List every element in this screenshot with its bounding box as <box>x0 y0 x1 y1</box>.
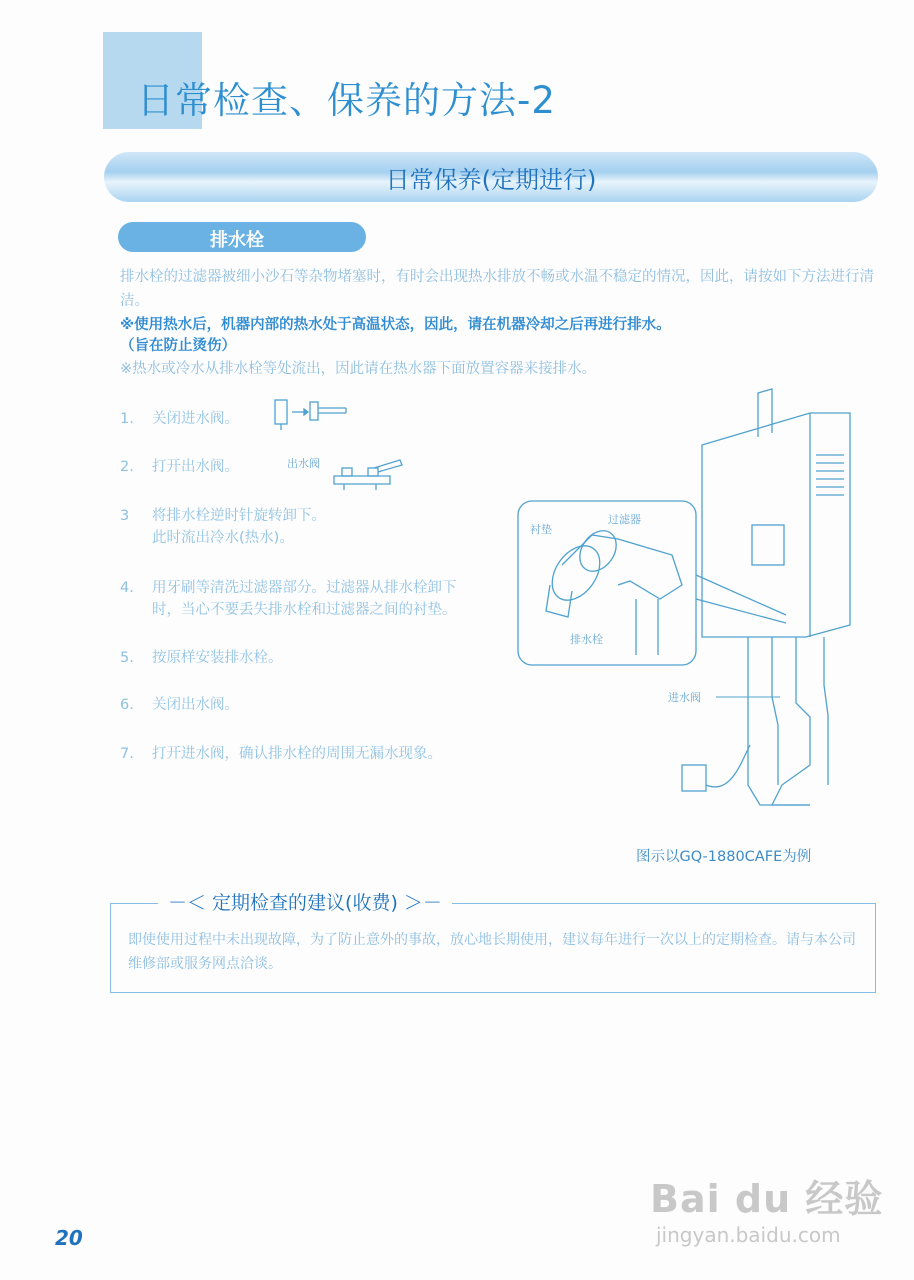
step-number: 4. <box>120 580 134 596</box>
page-number: 20 <box>55 1226 83 1250</box>
inlet-valve-close-icon <box>270 396 352 432</box>
step-text: 用牙刷等清洗过滤器部分。过滤器从排水栓卸下 <box>152 580 457 596</box>
filter-label: 过滤器 <box>608 513 641 526</box>
step-text-continued: 时，当心不要丢失排水栓和过滤器之间的衬垫。 <box>152 602 457 618</box>
note-line: ※热水或冷水从排水栓等处流出，因此请在热水器下面放置容器来接排水。 <box>120 361 597 377</box>
gasket-label: 衬垫 <box>530 523 552 536</box>
warning-line-2: （旨在防止烫伤） <box>120 338 236 354</box>
wall-outlet <box>682 765 706 791</box>
heater-pipes <box>748 637 810 805</box>
outlet-valve-label: 出水阀 <box>287 457 320 470</box>
step-text: 关闭进水阀。 <box>152 411 239 427</box>
subsection-pill-label: 排水栓 <box>210 230 264 251</box>
step-number: 2. <box>120 459 134 475</box>
diagram-caption: 图示以GQ-1880CAFE为例 <box>636 849 812 865</box>
step-text: 打开出水阀。 <box>152 459 239 475</box>
water-heater-diagram <box>510 385 880 835</box>
advice-box-text: 即使使用过程中未出现故障，为了防止意外的事故，放心地长期使用，建议每年进行一次以上的定期检查。请与本公司维修部或服务网点洽谈。 <box>128 932 856 972</box>
watermark-url: jingyan.baidu.com <box>656 1223 841 1247</box>
heater-vent-grille <box>816 455 844 495</box>
inlet-valve-label: 进水阀 <box>668 691 701 704</box>
drain-plug-label: 排水栓 <box>570 633 603 646</box>
step-text-continued: 此时流出冷水(热水)。 <box>152 530 294 546</box>
step-2 <box>120 456 239 478</box>
step-text: 将排水栓逆时针旋转卸下。 <box>152 508 326 524</box>
intro-paragraph: 排水栓的过滤器被细小沙石等杂物堵塞时，有时会出现热水排放不畅或水温不稳定的情况，因此，请按如下方法进行清洁。 <box>120 269 874 309</box>
step-number: 6. <box>120 697 134 713</box>
step-text: 打开进水阀，确认排水栓的周围无漏水现象。 <box>152 746 442 762</box>
warning-line-1: ※使用热水后，机器内部的热水处于高温状态，因此，请在机器冷却之后再进行排水。 <box>120 317 671 333</box>
baidu-watermark <box>650 1168 883 1247</box>
step-1 <box>120 408 239 430</box>
step-7 <box>120 743 442 765</box>
watermark-brand: Bai du 经验 <box>650 1177 884 1221</box>
section-band-title: 日常保养(定期进行) <box>385 166 597 194</box>
step-6 <box>120 694 239 716</box>
step-number: 5. <box>120 650 134 666</box>
step-number: 1. <box>120 411 134 427</box>
step-4 <box>120 577 457 621</box>
step-number: 3 <box>120 508 130 524</box>
advice-box-heading: －＜ 定期检查的建议(收费) ＞－ <box>158 888 452 915</box>
step-3 <box>120 505 326 549</box>
step-number: 7. <box>120 746 134 762</box>
step-text: 关闭出水阀。 <box>152 697 239 713</box>
step-text: 按原样安装排水栓。 <box>152 650 283 666</box>
page-title: 日常检查、保养的方法-2 <box>137 79 556 122</box>
outlet-valve-open-icon <box>330 456 406 492</box>
step-5 <box>120 647 283 669</box>
